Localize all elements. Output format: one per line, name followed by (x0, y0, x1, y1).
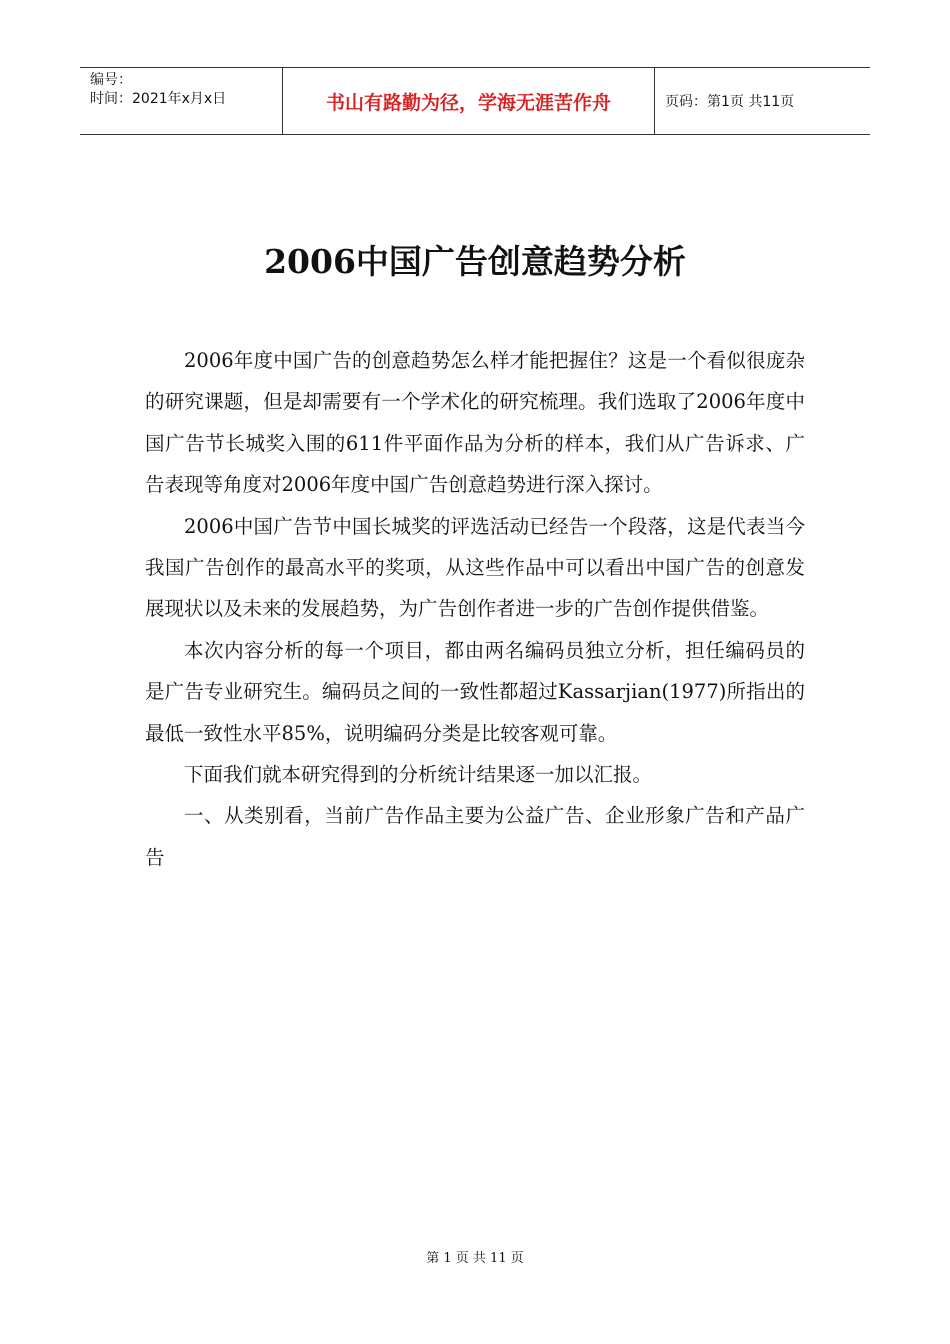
body-paragraph: 下面我们就本研究得到的分析统计结果逐一加以汇报。 (184, 763, 653, 787)
document-header (80, 67, 870, 135)
document-time-label: 时间：2021年x月x日 (90, 91, 227, 107)
header-page-info: 页码：第1页 共11页 (665, 94, 795, 110)
document-title: 2006中国广告创意趋势分析 (264, 242, 686, 281)
body-paragraph: 2006年度中国广告的创意趋势怎么样才能把握住？这是一个看似很庞杂的研究课题，但是却需要有一个学术化的研究梳理。我们选取了2006年度中国广告节长城奖入围的611件平面作品为分析的样本，我们从广告诉求、广告表现等角度对2006年度中国广告创意趋势进行深入探讨。 (145, 349, 805, 497)
document-number-label: 编号： (90, 72, 132, 88)
body-paragraph: 一、从类别看，当前广告作品主要为公益广告、企业形象广告和产品广告 (145, 804, 805, 869)
body-paragraph: 本次内容分析的每一个项目，都由两名编码员独立分析，担任编码员的是广告专业研究生。编码员之间的一致性都超过Kassarjian(1977)所指出的最低一致性水平85%，说明编码分类是比较客观可靠。 (145, 638, 805, 745)
page-footer: 第 1 页 共 11 页 (426, 1251, 524, 1266)
header-motto: 书山有路勤为径，学海无涯苦作舟 (282, 68, 655, 134)
document-body (145, 340, 805, 878)
body-paragraph: 2006中国广告节中国长城奖的评选活动已经告一个段落，这是代表当今我国广告创作的最高水平的奖项，从这些作品中可以看出中国广告的创意发展现状以及未来的发展趋势，为广告创作者进一步的广告创作提供借鉴。 (145, 514, 805, 621)
header-meta (80, 68, 282, 134)
